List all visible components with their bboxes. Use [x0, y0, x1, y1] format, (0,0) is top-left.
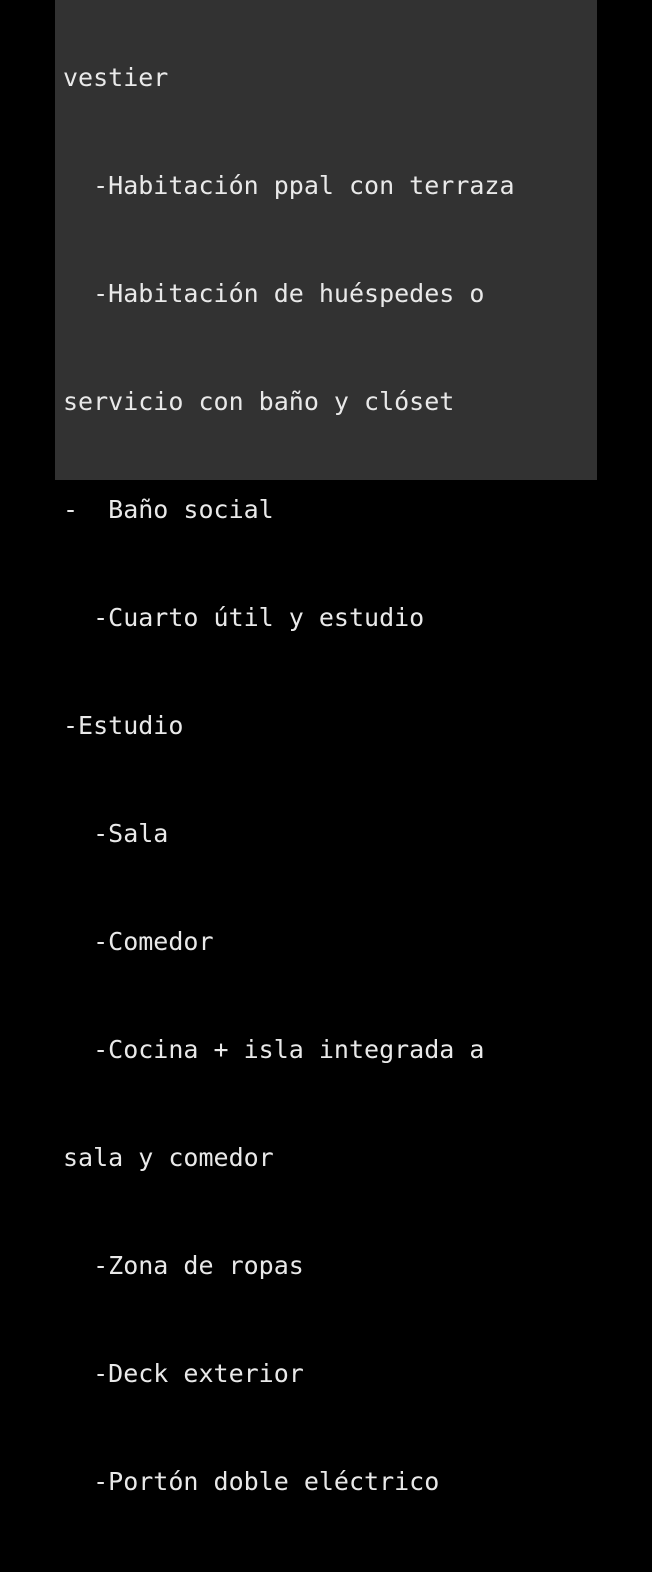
- text-line: -Estudio: [63, 711, 184, 740]
- text-panel: [55, 0, 597, 1496]
- text-line: -Deck exterior: [63, 1359, 304, 1388]
- text-line: -Portón doble eléctrico: [63, 1467, 440, 1496]
- text-line: servicio con baño y clóset: [63, 387, 455, 416]
- text-block: [55, 0, 597, 1572]
- text-line: -Zona de ropas: [63, 1251, 304, 1280]
- text-line: vestier: [63, 63, 169, 92]
- text-line: -Habitación de huéspedes o: [63, 279, 485, 308]
- text-line: -Comedor: [63, 927, 214, 956]
- text-line: sala y comedor: [63, 1143, 274, 1172]
- text-line: -Sala: [63, 819, 169, 848]
- text-line: -Cuarto útil y estudio: [63, 603, 425, 632]
- text-line: -Habitación ppal con terraza: [63, 171, 515, 200]
- text-line: - Baño social: [63, 495, 274, 524]
- text-line: -Cocina + isla integrada a: [63, 1035, 485, 1064]
